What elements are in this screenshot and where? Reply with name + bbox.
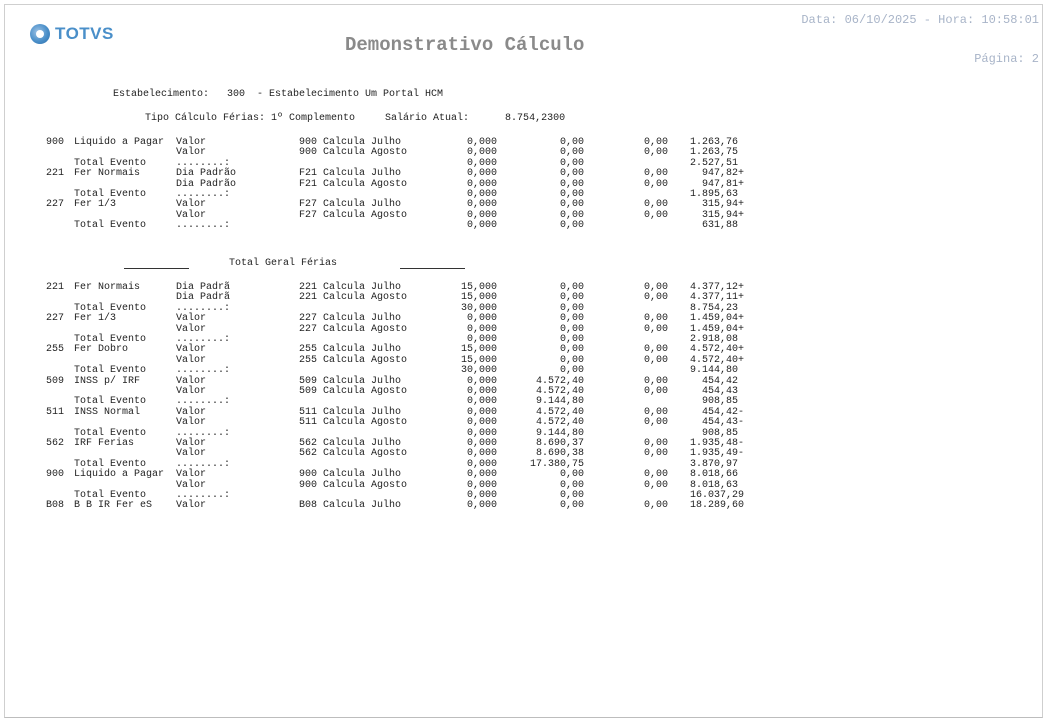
event-reference: 0,000 bbox=[466, 406, 497, 418]
event-reference: 0,000 bbox=[466, 220, 497, 232]
event-value-extra: 0,00 bbox=[643, 168, 668, 180]
event-reference: 0,000 bbox=[466, 448, 497, 460]
table-row bbox=[0, 137, 1049, 148]
event-type: Valor bbox=[176, 386, 207, 397]
event-value-total: 4.572,40+ bbox=[690, 354, 745, 366]
event-value-extra: 0,00 bbox=[643, 199, 668, 211]
event-type: ........: bbox=[176, 365, 231, 377]
event-name: Total Evento bbox=[74, 302, 147, 314]
event-value-extra: 0,00 bbox=[643, 469, 668, 481]
event-reference: 0,000 bbox=[466, 386, 497, 397]
event-code: 900 bbox=[45, 469, 64, 481]
total-event-row bbox=[0, 158, 1049, 169]
event-value-total: 315,94+ bbox=[690, 209, 745, 221]
event-value-total: 631,88 bbox=[690, 220, 739, 232]
event-reference: 0,000 bbox=[466, 178, 497, 190]
event-reference: 0,000 bbox=[466, 334, 497, 345]
event-name: INSS Normal bbox=[74, 406, 141, 418]
event-name: Total Evento bbox=[74, 396, 147, 408]
event-reference: 0,000 bbox=[466, 209, 497, 221]
event-value-extra: 0,00 bbox=[643, 292, 668, 304]
event-value-extra: 0,00 bbox=[643, 479, 668, 491]
event-type: ........: bbox=[176, 334, 231, 345]
total-event-row bbox=[0, 490, 1049, 501]
event-value-extra: 0,00 bbox=[643, 344, 668, 356]
table-row bbox=[0, 407, 1049, 418]
event-name: Total Evento bbox=[74, 458, 147, 470]
event-type: Valor bbox=[176, 479, 207, 491]
event-value-base: 0,00 bbox=[559, 302, 584, 314]
event-value-base: 0,00 bbox=[559, 157, 584, 169]
event-value-base: 0,00 bbox=[559, 354, 584, 366]
event-value-total: 4.572,40+ bbox=[690, 344, 745, 356]
event-type: ........: bbox=[176, 427, 231, 439]
event-value-total: 1.263,75 bbox=[690, 147, 739, 159]
event-value-total: 947,81+ bbox=[690, 178, 745, 190]
table-row bbox=[0, 292, 1049, 303]
total-event-row bbox=[0, 303, 1049, 314]
event-value-extra: 0,00 bbox=[643, 313, 668, 325]
event-description: 227 Calcula Julho bbox=[299, 313, 402, 325]
event-value-base: 9.144,80 bbox=[535, 427, 584, 439]
event-type: Dia Padrão bbox=[176, 178, 237, 190]
event-description: 900 Calcula Agosto bbox=[299, 479, 408, 491]
total-event-row bbox=[0, 220, 1049, 231]
event-name: Total Evento bbox=[74, 157, 147, 169]
event-value-total: 315,94+ bbox=[690, 199, 745, 211]
event-value-total: 908,85 bbox=[690, 396, 739, 408]
event-reference: 15,000 bbox=[460, 282, 497, 293]
report-title: Demonstrativo Cálculo bbox=[345, 34, 585, 56]
table-row bbox=[0, 417, 1049, 428]
event-value-base: 0,00 bbox=[559, 365, 584, 377]
event-name: B B IR Fer eS bbox=[74, 500, 153, 512]
event-name: Liquido a Pagar bbox=[74, 137, 165, 148]
event-value-base: 0,00 bbox=[559, 334, 584, 345]
event-reference: 15,000 bbox=[460, 344, 497, 356]
event-value-base: 0,00 bbox=[559, 178, 584, 190]
event-type: ........: bbox=[176, 396, 231, 408]
page-number: Página: 2 bbox=[974, 52, 1039, 66]
total-event-row bbox=[0, 334, 1049, 345]
tipo-calculo-line: Tipo Cálculo Férias: 1º Complemento Salário Atual: 8.754,2300 bbox=[145, 113, 566, 124]
heading-rule-right bbox=[400, 268, 465, 269]
event-type: Valor bbox=[176, 448, 207, 460]
event-value-base: 0,00 bbox=[559, 168, 584, 180]
event-reference: 0,000 bbox=[466, 438, 497, 449]
event-description: F21 Calcula Agosto bbox=[299, 178, 408, 190]
event-reference: 30,000 bbox=[460, 365, 497, 377]
event-value-base: 0,00 bbox=[559, 292, 584, 304]
total-event-row bbox=[0, 189, 1049, 200]
event-value-base: 0,00 bbox=[559, 199, 584, 211]
event-value-base: 8.690,38 bbox=[535, 448, 584, 460]
event-reference: 0,000 bbox=[466, 469, 497, 481]
event-type: Valor bbox=[176, 354, 207, 366]
event-value-base: 4.572,40 bbox=[535, 375, 584, 387]
table-row bbox=[0, 386, 1049, 397]
event-type: Valor bbox=[176, 406, 207, 418]
event-type: Valor bbox=[176, 137, 207, 148]
table-row bbox=[0, 344, 1049, 355]
event-value-total: 1.935,49- bbox=[690, 448, 745, 460]
event-value-extra: 0,00 bbox=[643, 386, 668, 397]
event-value-base: 0,00 bbox=[559, 469, 584, 481]
event-code: B08 bbox=[45, 500, 64, 512]
event-value-total: 2.527,51 bbox=[690, 157, 739, 169]
report-date-time: Data: 06/10/2025 - Hora: 10:58:01 bbox=[801, 13, 1039, 27]
total-event-row bbox=[0, 428, 1049, 439]
event-name: Total Evento bbox=[74, 427, 147, 439]
event-type: Valor bbox=[176, 375, 207, 387]
event-name: Fer Normais bbox=[74, 282, 141, 293]
event-description: F27 Calcula Agosto bbox=[299, 209, 408, 221]
table-row bbox=[0, 179, 1049, 190]
event-code: 221 bbox=[45, 282, 64, 293]
total-event-row bbox=[0, 365, 1049, 376]
event-type: Dia Padrã bbox=[176, 282, 231, 293]
event-value-total: 4.377,12+ bbox=[690, 282, 745, 293]
estabelecimento-line: Estabelecimento: 300 - Estabelecimento Um Portal HCM bbox=[113, 89, 444, 100]
event-name: Fer 1/3 bbox=[74, 313, 117, 325]
event-reference: 0,000 bbox=[466, 147, 497, 159]
event-description: F21 Calcula Julho bbox=[299, 168, 402, 180]
event-name: Total Evento bbox=[74, 490, 147, 501]
event-description: F27 Calcula Julho bbox=[299, 199, 402, 211]
event-type: ........: bbox=[176, 302, 231, 314]
event-value-extra: 0,00 bbox=[643, 448, 668, 460]
event-value-base: 0,00 bbox=[559, 220, 584, 232]
event-description: 509 Calcula Julho bbox=[299, 375, 402, 387]
table-row bbox=[0, 480, 1049, 491]
event-value-extra: 0,00 bbox=[643, 417, 668, 429]
event-type: Dia Padrã bbox=[176, 292, 231, 304]
event-description: 221 Calcula Julho bbox=[299, 282, 402, 293]
event-code: 221 bbox=[45, 168, 64, 180]
event-value-total: 1.895,63 bbox=[690, 189, 739, 200]
table-row bbox=[0, 438, 1049, 449]
event-name: Liquido a Pagar bbox=[74, 469, 165, 481]
event-type: Valor bbox=[176, 199, 207, 211]
event-value-total: 454,43- bbox=[690, 417, 745, 429]
event-value-total: 454,42- bbox=[690, 406, 745, 418]
event-type: ........: bbox=[176, 189, 231, 200]
event-reference: 0,000 bbox=[466, 323, 497, 335]
event-value-total: 9.144,80 bbox=[690, 365, 739, 377]
event-description: 255 Calcula Agosto bbox=[299, 354, 408, 366]
event-description: 900 Calcula Agosto bbox=[299, 147, 408, 159]
event-reference: 30,000 bbox=[460, 302, 497, 314]
table-row bbox=[0, 210, 1049, 221]
event-name: Fer Dobro bbox=[74, 344, 129, 356]
event-reference: 0,000 bbox=[466, 500, 497, 512]
event-reference: 0,000 bbox=[466, 458, 497, 470]
table-row bbox=[0, 376, 1049, 387]
logo-text: TOTVS bbox=[55, 24, 114, 43]
event-code: 509 bbox=[45, 375, 64, 387]
event-value-total: 1.459,04+ bbox=[690, 323, 745, 335]
event-value-total: 8.018,63 bbox=[690, 479, 739, 491]
event-type: Valor bbox=[176, 469, 207, 481]
event-type: Valor bbox=[176, 344, 207, 356]
event-value-extra: 0,00 bbox=[643, 438, 668, 449]
event-type: Valor bbox=[176, 500, 207, 512]
table-row bbox=[0, 313, 1049, 324]
event-value-extra: 0,00 bbox=[643, 147, 668, 159]
event-code: 227 bbox=[45, 199, 64, 211]
event-value-base: 0,00 bbox=[559, 209, 584, 221]
event-type: ........: bbox=[176, 490, 231, 501]
event-reference: 15,000 bbox=[460, 354, 497, 366]
event-name: Fer 1/3 bbox=[74, 199, 117, 211]
event-value-total: 3.870,97 bbox=[690, 458, 739, 470]
event-value-base: 0,00 bbox=[559, 313, 584, 325]
event-description: B08 Calcula Julho bbox=[299, 500, 402, 512]
total-event-row bbox=[0, 396, 1049, 407]
event-reference: 0,000 bbox=[466, 189, 497, 200]
event-description: 221 Calcula Agosto bbox=[299, 292, 408, 304]
event-value-base: 4.572,40 bbox=[535, 417, 584, 429]
event-type: ........: bbox=[176, 157, 231, 169]
event-value-base: 8.690,37 bbox=[535, 438, 584, 449]
event-code: 900 bbox=[45, 137, 64, 148]
event-description: 562 Calcula Agosto bbox=[299, 448, 408, 460]
event-value-total: 1.263,76 bbox=[690, 137, 739, 148]
table-row bbox=[0, 282, 1049, 293]
event-value-base: 0,00 bbox=[559, 479, 584, 491]
event-reference: 0,000 bbox=[466, 157, 497, 169]
event-name: Fer Normais bbox=[74, 168, 141, 180]
totvs-logo-icon bbox=[30, 24, 50, 44]
event-value-extra: 0,00 bbox=[643, 323, 668, 335]
event-reference: 0,000 bbox=[466, 427, 497, 439]
event-value-extra: 0,00 bbox=[643, 178, 668, 190]
event-name: INSS p/ IRF bbox=[74, 375, 141, 387]
event-reference: 0,000 bbox=[466, 490, 497, 501]
event-name: Total Evento bbox=[74, 334, 147, 345]
section-title: Total Geral Férias bbox=[229, 258, 338, 269]
event-value-total: 8.018,66 bbox=[690, 469, 739, 481]
event-type: Valor bbox=[176, 209, 207, 221]
event-value-total: 454,42 bbox=[690, 375, 739, 387]
event-type: Valor bbox=[176, 147, 207, 159]
event-type: ........: bbox=[176, 458, 231, 470]
event-value-total: 908,85 bbox=[690, 427, 739, 439]
event-type: Valor bbox=[176, 438, 207, 449]
event-description: 255 Calcula Julho bbox=[299, 344, 402, 356]
event-reference: 0,000 bbox=[466, 375, 497, 387]
table-row bbox=[0, 448, 1049, 459]
event-code: 511 bbox=[45, 406, 64, 418]
brand-logo bbox=[30, 24, 114, 44]
event-value-total: 454,43 bbox=[690, 386, 739, 397]
event-name: IRF Ferias bbox=[74, 438, 135, 449]
event-description: 511 Calcula Julho bbox=[299, 406, 402, 418]
event-value-total: 1.459,04+ bbox=[690, 313, 745, 325]
event-value-base: 0,00 bbox=[559, 500, 584, 512]
event-description: 900 Calcula Julho bbox=[299, 137, 402, 148]
event-description: 227 Calcula Agosto bbox=[299, 323, 408, 335]
event-value-extra: 0,00 bbox=[643, 500, 668, 512]
event-type: Valor bbox=[176, 417, 207, 429]
event-value-extra: 0,00 bbox=[643, 354, 668, 366]
table-row bbox=[0, 199, 1049, 210]
event-reference: 0,000 bbox=[466, 313, 497, 325]
event-value-base: 17.380,75 bbox=[529, 458, 584, 470]
event-reference: 0,000 bbox=[466, 137, 497, 148]
event-reference: 0,000 bbox=[466, 168, 497, 180]
event-description: 509 Calcula Agosto bbox=[299, 386, 408, 397]
event-value-total: 2.918,08 bbox=[690, 334, 739, 345]
event-value-extra: 0,00 bbox=[643, 209, 668, 221]
event-type: Valor bbox=[176, 313, 207, 325]
event-value-base: 0,00 bbox=[559, 189, 584, 200]
event-value-base: 0,00 bbox=[559, 282, 584, 293]
event-value-total: 4.377,11+ bbox=[690, 292, 745, 304]
event-value-base: 0,00 bbox=[559, 147, 584, 159]
event-value-extra: 0,00 bbox=[643, 137, 668, 148]
event-description: 900 Calcula Julho bbox=[299, 469, 402, 481]
event-value-total: 1.935,48- bbox=[690, 438, 745, 449]
event-description: 511 Calcula Agosto bbox=[299, 417, 408, 429]
event-reference: 0,000 bbox=[466, 199, 497, 211]
event-value-total: 18.289,60 bbox=[690, 500, 745, 512]
event-name: Total Evento bbox=[74, 189, 147, 200]
event-value-extra: 0,00 bbox=[643, 375, 668, 387]
table-row bbox=[0, 500, 1049, 511]
table-row bbox=[0, 147, 1049, 158]
total-geral-heading bbox=[0, 256, 1049, 270]
event-value-base: 0,00 bbox=[559, 137, 584, 148]
event-reference: 15,000 bbox=[460, 292, 497, 304]
event-value-base: 0,00 bbox=[559, 323, 584, 335]
table-row bbox=[0, 355, 1049, 366]
event-value-extra: 0,00 bbox=[643, 282, 668, 293]
event-value-base: 4.572,40 bbox=[535, 386, 584, 397]
event-reference: 0,000 bbox=[466, 396, 497, 408]
heading-rule-left bbox=[124, 268, 189, 269]
event-code: 562 bbox=[45, 438, 64, 449]
event-value-base: 9.144,80 bbox=[535, 396, 584, 408]
event-type: Valor bbox=[176, 323, 207, 335]
event-reference: 0,000 bbox=[466, 417, 497, 429]
table-row bbox=[0, 324, 1049, 335]
table-row bbox=[0, 469, 1049, 480]
event-value-base: 0,00 bbox=[559, 344, 584, 356]
event-value-total: 16.037,29 bbox=[690, 490, 745, 501]
event-value-total: 8.754,23 bbox=[690, 302, 739, 314]
event-value-base: 0,00 bbox=[559, 490, 584, 501]
event-name: Total Evento bbox=[74, 220, 147, 232]
event-value-extra: 0,00 bbox=[643, 406, 668, 418]
event-reference: 0,000 bbox=[466, 479, 497, 491]
event-value-base: 4.572,40 bbox=[535, 406, 584, 418]
event-type: ........: bbox=[176, 220, 231, 232]
event-code: 227 bbox=[45, 313, 64, 325]
event-name: Total Evento bbox=[74, 365, 147, 377]
event-type: Dia Padrão bbox=[176, 168, 237, 180]
event-description: 562 Calcula Julho bbox=[299, 438, 402, 449]
table-row bbox=[0, 168, 1049, 179]
event-code: 255 bbox=[45, 344, 64, 356]
event-value-total: 947,82+ bbox=[690, 168, 745, 180]
